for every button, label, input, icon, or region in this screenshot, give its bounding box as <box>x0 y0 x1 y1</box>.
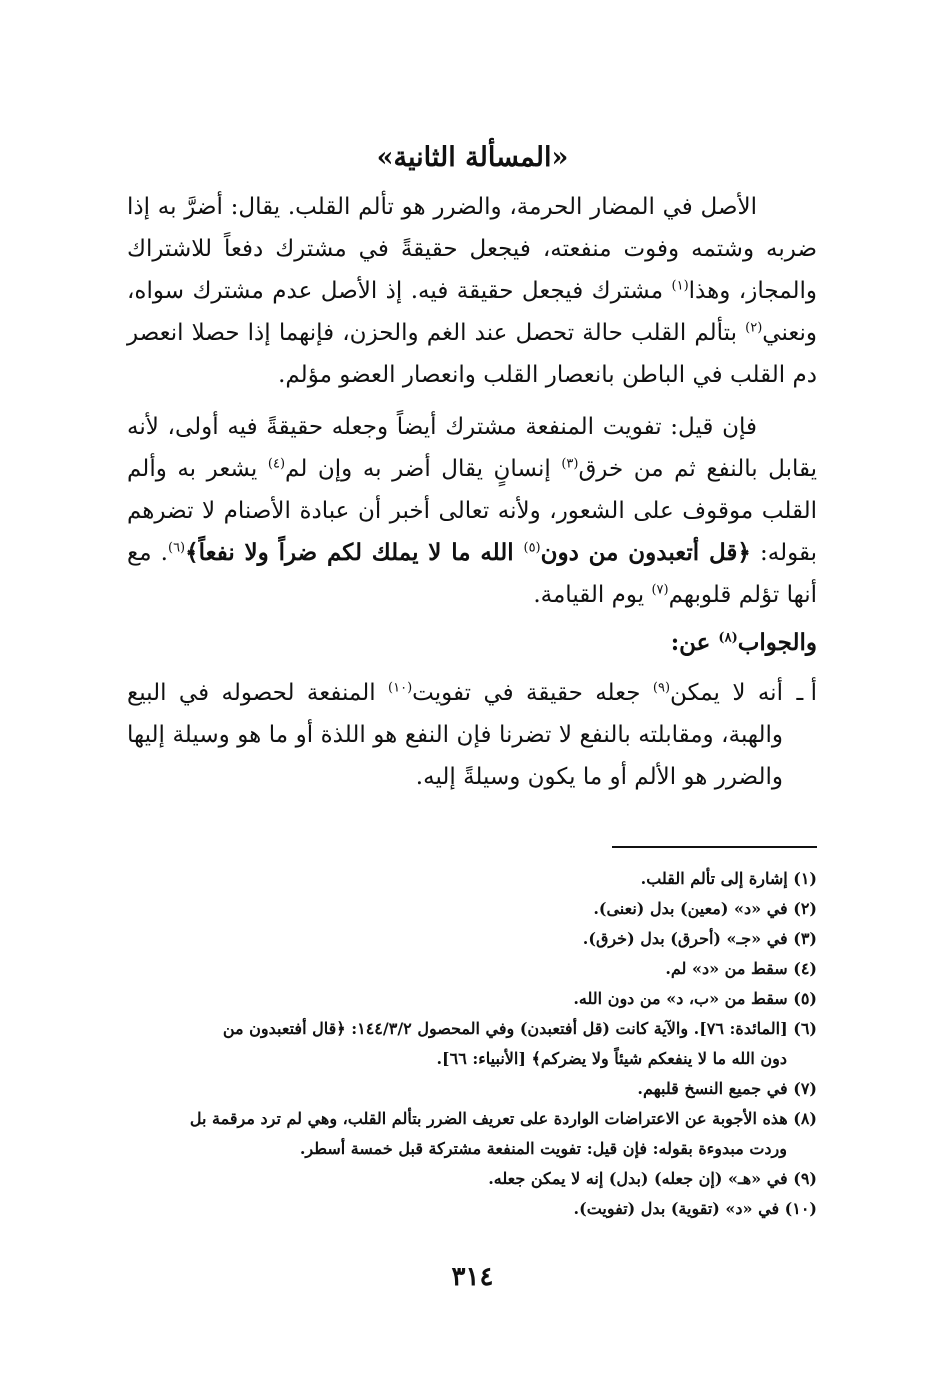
footnote-8: (٨) هذه الأجوبة عن الاعتراضات الواردة على تعريف الضرر بتألم القلب، وهي لم ترد مرقمة بل <box>189 1109 817 1128</box>
footnote-marker-6: (٦) <box>167 540 186 556</box>
paragraph-2 <box>127 406 817 616</box>
footnote-marker-2: (٢) <box>745 320 763 336</box>
paragraph-2-text-d: . مع أنها تؤلم قلوبهم <box>127 540 817 608</box>
footnote-6-continued: دون الله ما لا ينفعكم شيئاً ولا يضركم﴾ [الأنبياء: ٦٦]. <box>436 1049 787 1068</box>
footnote-5: (٥) سقط من «ب، د» من دون الله. <box>573 989 817 1008</box>
answer-heading <box>127 622 817 664</box>
paragraph-2-text-b: إنسانٍ يقال أضر به وإن لم <box>285 456 562 482</box>
paragraph-1-text-a: الأصل في المضار الحرمة، والضرر هو تألم القلب. يقال: أضرَّ به إذا ضربه وشتمه وفوت منفعته، فيجعل حقيقةً في مشترك دفعاً للاشتراك والمجاز، وهذا <box>127 194 817 304</box>
paragraph-1 <box>127 186 817 396</box>
footnote-3: (٣) في «جـ» (أحرق) بدل (خرق). <box>582 929 817 948</box>
answer-item-a <box>127 672 817 798</box>
quran-quote-part-2: الله ما لا يملك لكم ضراً ولا نفعاً﴾ <box>185 539 524 566</box>
answer-label: والجواب <box>737 629 817 656</box>
footnote-9: (٩) في «هـ» (إن جعله) (بدل) إنه لا يمكن جعله. <box>488 1169 817 1188</box>
footnote-divider <box>612 846 817 848</box>
footnote-marker-9: (٩) <box>652 680 671 696</box>
item-a-text <box>127 672 783 798</box>
item-a-text-b: جعله حقيقة في تفويت <box>412 680 653 706</box>
page-number: ٣١٤ <box>451 1262 494 1292</box>
paragraph-1-text-c: بتألم القلب حالة تحصل عند الغم والحزن، فإنهما إذا حصلا انعصر دم القلب في الباطن بانعصار القلب وانعصار العضو مؤلم. <box>127 320 817 388</box>
paragraph-2-text-a: فإن قيل: تفويت المنفعة مشترك أيضاً وجعله حقيقةً فيه أولى، لأنه يقابل بالنفع ثم من خرق <box>127 414 818 482</box>
answer-suffix: عن: <box>670 629 719 656</box>
paragraph-1-text-b: مشترك فيجعل حقيقة فيه. إذ الأصل عدم مشترك سواه، ونعني <box>127 278 817 346</box>
footnote-marker-4: (٤) <box>267 456 286 472</box>
footnote-7: (٧) في جميع النسخ قلبهم. <box>637 1079 817 1098</box>
item-a-text-c: المنفعة لحصوله في البيع والهبة، ومقابلته بالنفع لا تضرنا فإن النفع هو اللذة أو ما هو وسيلة إليها والضرر هو الألم أو ما يكون وسيلةً إليه. <box>127 680 783 790</box>
section-title: «المسألة الثانية» <box>376 142 569 173</box>
footnote-marker-1: (١) <box>671 278 689 294</box>
quran-quote-part-1: ﴿قل أتعبدون من دون <box>540 539 751 566</box>
paragraph-2-text-e: يوم القيامة. <box>533 582 652 608</box>
item-a-text-a: أنه لا يمكن <box>670 680 783 706</box>
footnote-marker-5: (٥) <box>523 540 541 556</box>
main-text <box>127 186 817 798</box>
footnote-8-continued: وردت مبدوءة بقوله: فإن قيل: تفويت المنفعة مشتركة قبل خمسة أسطر. <box>299 1139 787 1158</box>
footnote-6: (٦) [المائدة: ٧٦]. والآية كانت (قل أفتعبدن) وفي المحصول ١٤٤/٣/٢: ﴿قال أفتعبدون من <box>222 1019 817 1038</box>
item-letter: أ ـ <box>796 680 817 706</box>
footnote-marker-7: (٧) <box>651 582 669 598</box>
footnote-1: (١) إشارة إلى تألم القلب. <box>640 869 817 888</box>
footnote-2: (٢) في «د» (معين) بدل (نعنى). <box>593 899 817 918</box>
footnotes <box>127 864 817 1224</box>
footnote-marker-3: (٣) <box>561 456 579 472</box>
footnote-marker-8: (٨) <box>718 630 738 646</box>
paragraph-2-text-c: يشعر به وألم القلب موقوف على الشعور، ولأنه تعالى أخبر أن عبادة الأصنام لا تضرهم بقوله: <box>127 456 817 566</box>
footnote-10: (١٠) في «د» (تقوية) بدل (تفويت). <box>573 1199 817 1218</box>
footnote-4: (٤) سقط من «د» لم. <box>665 959 817 978</box>
footnote-marker-10: (١٠) <box>388 680 413 696</box>
